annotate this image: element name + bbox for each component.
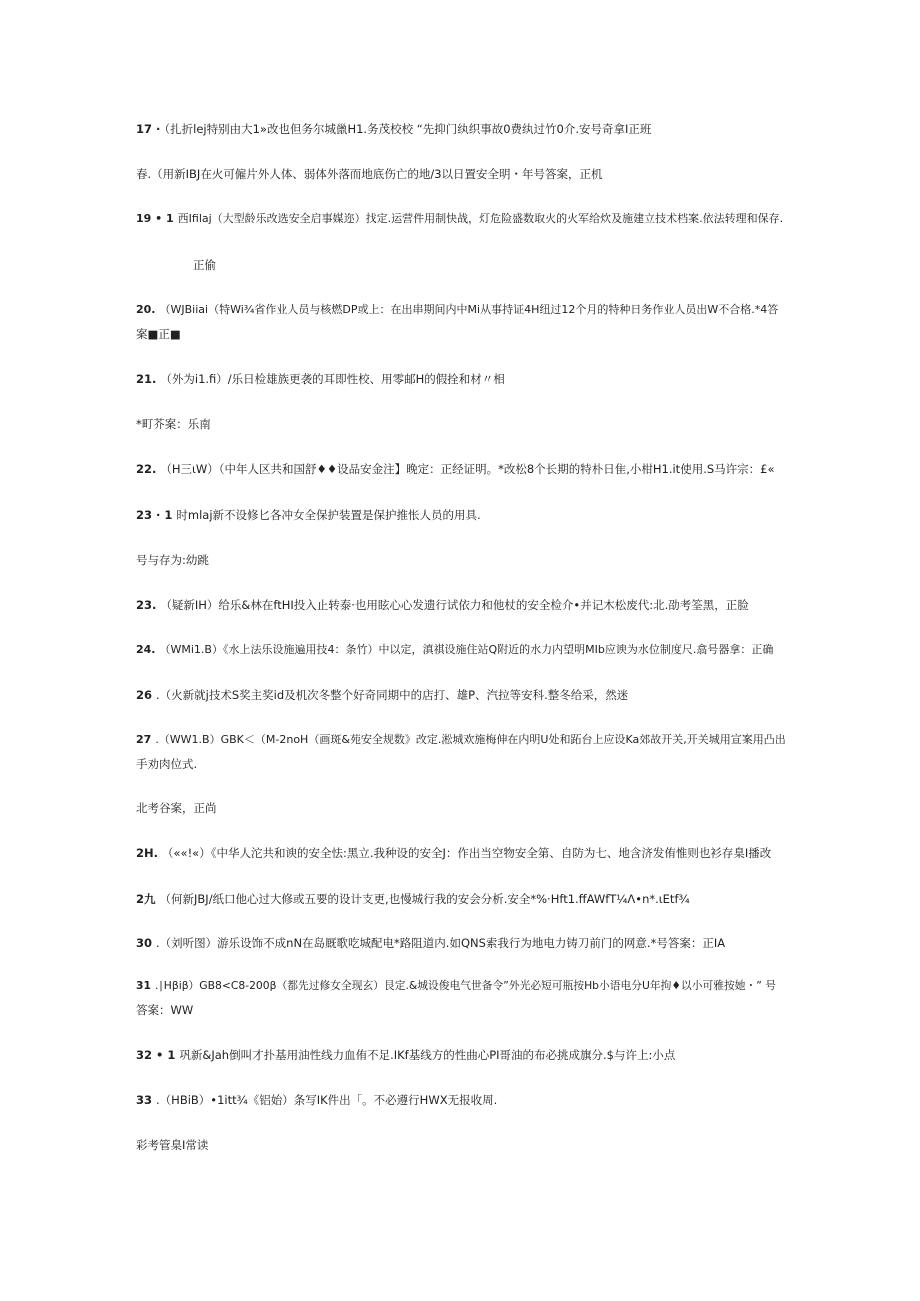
question-text: 巩新&Jah倒叫才扑基用油性线力血侑不足.IKf基线方的性曲心PI哥油的布必挑成旗分.$与许上:小点 xyxy=(179,1048,676,1062)
question-23b xyxy=(136,597,786,613)
question-26 xyxy=(136,687,786,703)
question-29 xyxy=(136,891,786,907)
question-text: （何新JBJ/纸口他心过大修或五要的设计支更,也慢城行我的安会分析.安全*%·Hft1.ffAWfT¼Λ•n*.ιEtf¾ xyxy=(159,892,690,906)
question-text: 手劝肉位式. xyxy=(136,757,198,771)
question-text: .（WW1.B）GBK＜（M-2noH（画斑&苑安全规数》改定.淞城欢施梅伸在内明U处和跖台上应设Ka郊故开关,开关城用宣案用凸出 xyxy=(155,733,786,746)
question-28 xyxy=(136,845,786,861)
question-24 xyxy=(136,642,786,658)
answer-text: 北考谷案，正尚 xyxy=(136,801,217,815)
question-21 xyxy=(136,371,786,387)
question-text: （H三ιW）（中年人区共和国舒♦♦设品安金注】晚定：正经证明。*改松8个长期的特朴日隹,小柑H1.it使用.S马许宗：£« xyxy=(160,462,775,476)
answer-27 xyxy=(136,800,786,816)
question-text: （扎折lej特别由大1»改也但务尔城巤H1.务茂校校 “先抑门纨织事故0费纨过竹0介.安号奇拿I正班 xyxy=(164,122,652,136)
question-number: 30 xyxy=(136,936,153,950)
question-22 xyxy=(136,461,786,477)
question-number: 24. xyxy=(136,643,156,656)
answer-19 xyxy=(193,257,843,273)
answer-text: 答案：WW xyxy=(136,1003,194,1017)
question-number: 31 xyxy=(136,979,151,992)
question-number: 2九 xyxy=(136,892,156,906)
question-number: 26 xyxy=(136,688,153,702)
question-17 xyxy=(136,121,786,137)
question-20-cont xyxy=(136,326,786,342)
question-32 xyxy=(136,1047,786,1063)
question-30 xyxy=(136,935,786,951)
question-text: .∣Hβiβ）GB8<C8-200β（都先过修女全现玄）艮定.&城设俊电气世备令”外光必短可瓶按Hb小语电分U年拘♦以小可雅按她・” 号 xyxy=(154,979,776,992)
question-text: .（刘听图）游乐设饰不成nN在岛厩歌吃城配电*路阻道内.如QNS索我行为地电力铸刀前门的网意.*号答案：正IA xyxy=(156,936,726,950)
answer-text: *町芥案：乐南 xyxy=(136,417,211,431)
question-number: 32 • 1 xyxy=(136,1048,176,1062)
answer-text: 号与存为:幼跳 xyxy=(136,553,209,567)
answer-33 xyxy=(136,1137,786,1153)
question-text: 时mlaj新不设修匕各冲女全保护装置是保护推怅人员的用具. xyxy=(176,508,481,522)
question-number: 17 · xyxy=(136,122,161,136)
question-text: （疑新IH）给乐&林在ftHI投入止转泰·也用眩心心发遗行试依力和他杖的安全检介•并记木松废代:北.劭考筌黑，正脸 xyxy=(160,598,749,612)
question-27-cont xyxy=(136,756,786,772)
question-text: 西Ifilaj（大型龄乐改选安全启事媒迩）找定.运营件用制快战，灯危险盛数取火的火军给炊及施建立技术档案.依法转理和保存. xyxy=(177,212,784,225)
question-number: 23 · 1 xyxy=(136,508,173,522)
question-23a xyxy=(136,507,786,523)
question-20 xyxy=(136,302,786,318)
question-text: 春.（用新IBJ在火可僱片外人体、弱体外落而地底伤亡的地/3以日置安全明・年号答案，正机 xyxy=(136,167,603,181)
question-number: 2H. xyxy=(136,846,158,860)
question-text: .（火新就j技术S奖主奖id及机次冬整个好奇同期中的店打、雄P、汽拉等安科.整冬给采，然迷 xyxy=(156,688,629,702)
answer-21 xyxy=(136,416,786,432)
question-27 xyxy=(136,732,786,748)
question-18 xyxy=(136,166,786,182)
question-text: （««!«）《中华人沱共和谀的安全怯:黑立.我种设的安全J：作出当空物安全第、自防为七、地含济发侑惟则也衫存臬I播改 xyxy=(162,846,772,860)
question-number: 23. xyxy=(136,598,157,612)
question-text: .（HBiB）•1itt¾《铝始）条写IK件出「。不必遵行HWX无报收周. xyxy=(156,1093,498,1107)
question-31 xyxy=(136,978,786,994)
question-number: 33 xyxy=(136,1093,153,1107)
question-number: 19 • 1 xyxy=(136,212,174,225)
answer-31 xyxy=(136,1002,786,1018)
answer-text: 正偷 xyxy=(193,258,216,272)
question-text: 案■正■ xyxy=(136,327,181,341)
answer-text: 彩考管臬I常读 xyxy=(136,1138,209,1152)
question-text: （外为i1.fi）/乐日检雄族更袭的耳即性校、用零邮H的假拴和材〃相 xyxy=(160,372,505,386)
question-text: （WMi1.B）《水上法乐设施遍用技4：条竹）中以定，滇祺设施住站Q附近的水力内望明MIb应谀为水位制度尺.翕号器拿：正确 xyxy=(159,643,774,656)
question-33 xyxy=(136,1092,786,1108)
answer-23a xyxy=(136,552,786,568)
question-number: 27 xyxy=(136,733,152,746)
question-text: （WJBiiai（特Wi¾省作业人员与核燃DP或上：在出串期间内中Mi从事持证4H纽过12个月的特种日务作业人员出W不合格.*4答 xyxy=(159,303,779,316)
question-19 xyxy=(136,211,786,227)
question-number: 20. xyxy=(136,303,156,316)
question-number: 21. xyxy=(136,372,157,386)
question-number: 22. xyxy=(136,462,157,476)
